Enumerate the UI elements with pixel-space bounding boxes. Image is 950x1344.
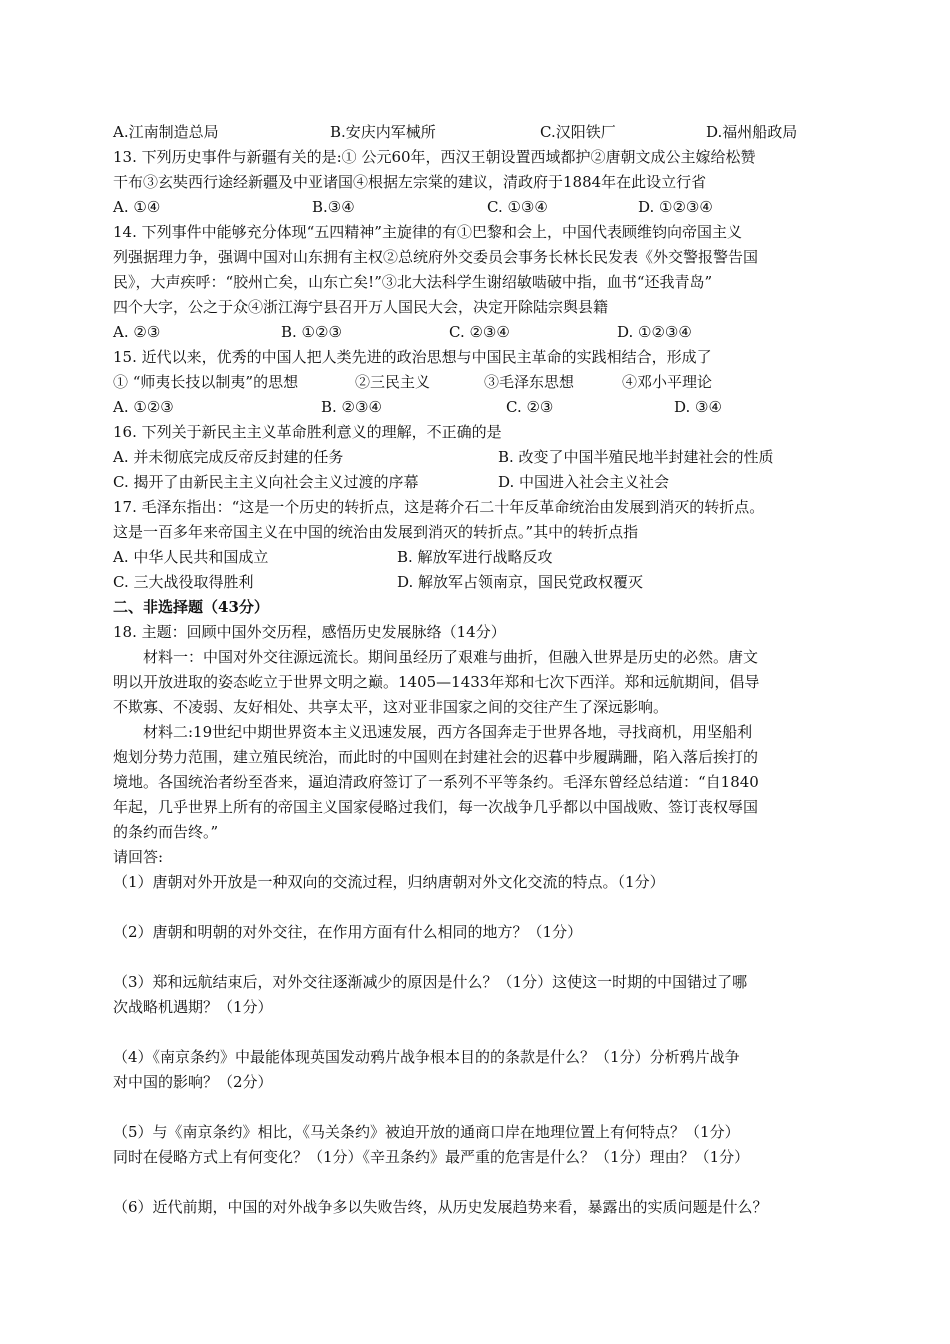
option-a: A. ①④ (113, 198, 161, 216)
material-two: 年起，几乎世界上所有的帝国主义国家侵略过我们，每一次战争几乎都以中国战败、签订丧权辱国 (113, 798, 759, 816)
question-stem: 16. 下列关于新民主主义革命胜利意义的理解，不正确的是 (113, 423, 502, 441)
question-stem: 17. 毛泽东指出：“这是一个历史的转折点，这是蒋介石二十年反革命统治由发展到消灭的转折点。 (113, 498, 765, 516)
sub-question-5: （5）与《南京条约》相比，《马关条约》被迫开放的通商口岸在地理位置上有何特点？（1分） (113, 1123, 740, 1141)
sub-question-5: 同时在侵略方式上有何变化？（1分）《辛丑条约》最严重的危害是什么？（1分）理由？（1分） (113, 1148, 750, 1166)
option-a: A. 中华人民共和国成立 (113, 548, 269, 566)
item-3: ③毛泽东思想 (484, 373, 575, 391)
question-stem: 四个大字，公之于众④浙江海宁县召开万人国民大会，决定开除陆宗舆县籍 (113, 298, 609, 316)
option-b: B. ②③④ (321, 398, 382, 416)
material-two: 炮划分势力范围，建立殖民统治，而此时的中国则在封建社会的迟暮中步履蹒跚，陷入落后挨打的 (113, 748, 759, 766)
question-13 (113, 145, 853, 220)
option-b: B.③④ (312, 198, 355, 216)
answer-space[interactable] (113, 945, 853, 970)
q17-options (113, 545, 853, 570)
option-a: A. ①②③ (113, 398, 174, 416)
answer-space[interactable] (113, 1095, 853, 1120)
question-stem: 干布③玄奘西行途经新疆及中亚诸国④根据左宗棠的建议，清政府于1884年在此设立行省 (113, 173, 707, 191)
sub-question-6: （6）近代前期，中国的对外战争多以失败告终，从历史发展趋势来看，暴露出的实质问题是什么？ (113, 1198, 768, 1216)
option-b: B. ①②③ (281, 323, 342, 341)
option-c: C. ②③ (506, 398, 554, 416)
q13-options (113, 195, 853, 220)
option-b: B.安庆内军械所 (330, 123, 436, 141)
material-one: 明以开放进取的姿态屹立于世界文明之巅。1405—1433年郑和七次下西洋。郑和远航期间，倡导 (113, 673, 760, 691)
answer-space[interactable] (113, 1020, 853, 1045)
sub-question-3: 次战略机遇期？（1分） (113, 998, 273, 1016)
q17-options (113, 570, 853, 595)
question-16 (113, 420, 853, 495)
q15-options (113, 395, 853, 420)
question-stem: 列强据理力争，强调中国对山东拥有主权②总统府外交委员会事务长林长民发表《外交警报警告国 (113, 248, 759, 266)
answer-prompt: 请回答: (113, 848, 164, 866)
question-stem: 这是一百多年来帝国主义在中国的统治由发展到消灭的转折点。”其中的转折点指 (113, 523, 639, 541)
q14-options (113, 320, 853, 345)
option-d: D. 中国进入社会主义社会 (498, 473, 670, 491)
question-title: 18. 主题：回顾中国外交历程，感悟历史发展脉络（14分） (113, 623, 506, 641)
answer-space[interactable] (113, 895, 853, 920)
q12-options (113, 120, 853, 145)
sub-question-1: （1）唐朝对外开放是一种双向的交流过程，归纳唐朝对外文化交流的特点。（1分） (113, 873, 665, 891)
item-4: ④邓小平理论 (622, 373, 713, 391)
option-d: D. ③④ (674, 398, 722, 416)
answer-space[interactable] (113, 1170, 853, 1195)
question-stem: 民》，大声疾呼：“胶州亡矣，山东亡矣!”③北大法科学生谢绍敏啮破中指，血书“还我青岛” (113, 273, 713, 291)
q16-options (113, 470, 853, 495)
option-d: D.福州船政局 (706, 123, 798, 141)
sub-question-2: （2）唐朝和明朝的对外交往，在作用方面有什么相同的地方？（1分） (113, 923, 583, 941)
material-two: 的条约而告终。” (113, 823, 219, 841)
material-one: 材料一：中国对外交往源远流长。期间虽经历了艰难与曲折，但融入世界是历史的必然。唐文 (143, 648, 759, 666)
option-b: B. 解放军进行战略反攻 (397, 548, 553, 566)
exam-page (113, 120, 853, 1220)
option-d: D. ①②③④ (638, 198, 713, 216)
option-c: C.汉阳铁厂 (540, 123, 616, 141)
material-two: 境地。各国统治者纷至沓来，逼迫清政府签订了一系列不平等条约。毛泽东曾经总结道：“自1840 (113, 773, 759, 791)
question-stem: 13. 下列历史事件与新疆有关的是:① 公元60年，西汉王朝设置西域都护②唐朝文成公主嫁给松赞 (113, 148, 756, 166)
question-15 (113, 345, 853, 420)
option-c: C. 揭开了由新民主主义向社会主义过渡的序幕 (113, 473, 419, 491)
material-one: 不欺寡、不凌弱、友好相处、共享太平，这对亚非国家之间的交往产生了深远影响。 (113, 698, 669, 716)
q15-items (113, 370, 853, 395)
option-d: D. ①②③④ (617, 323, 692, 341)
sub-question-3: （3）郑和远航结束后，对外交往逐渐减少的原因是什么？（1分）这使这一时期的中国错过了哪 (113, 973, 748, 991)
question-stem: 14. 下列事件中能够充分体现“五四精神”主旋律的有①巴黎和会上，中国代表顾维钧向帝国主义 (113, 223, 742, 241)
option-d: D. 解放军占领南京，国民党政权覆灭 (397, 573, 644, 591)
option-a: A. ②③ (113, 323, 161, 341)
sub-question-4: （4）《南京条约》中最能体现英国发动鸦片战争根本目的的条款是什么？（1分）分析鸦片战争 (113, 1048, 740, 1066)
question-18 (113, 620, 853, 1220)
option-c: C. ①③④ (487, 198, 548, 216)
sub-question-4: 对中国的影响？（2分） (113, 1073, 273, 1091)
section-title: 二、非选择题（43分） (113, 598, 269, 616)
material-two: 材料二:19世纪中期世界资本主义迅速发展，西方各国奔走于世界各地，寻找商机，用坚船利 (143, 723, 753, 741)
question-14 (113, 220, 853, 345)
option-c: C. ②③④ (449, 323, 510, 341)
option-a: A. 并未彻底完成反帝反封建的任务 (113, 448, 344, 466)
q16-options (113, 445, 853, 470)
item-2: ②三民主义 (355, 373, 431, 391)
option-b: B. 改变了中国半殖民地半封建社会的性质 (498, 448, 774, 466)
question-17 (113, 495, 853, 595)
option-c: C. 三大战役取得胜利 (113, 573, 254, 591)
option-a: A.江南制造总局 (113, 123, 219, 141)
question-stem: 15. 近代以来，优秀的中国人把人类先进的政治思想与中国民主革命的实践相结合，形成了 (113, 348, 712, 366)
item-1: ① “师夷长技以制夷”的思想 (113, 373, 299, 391)
